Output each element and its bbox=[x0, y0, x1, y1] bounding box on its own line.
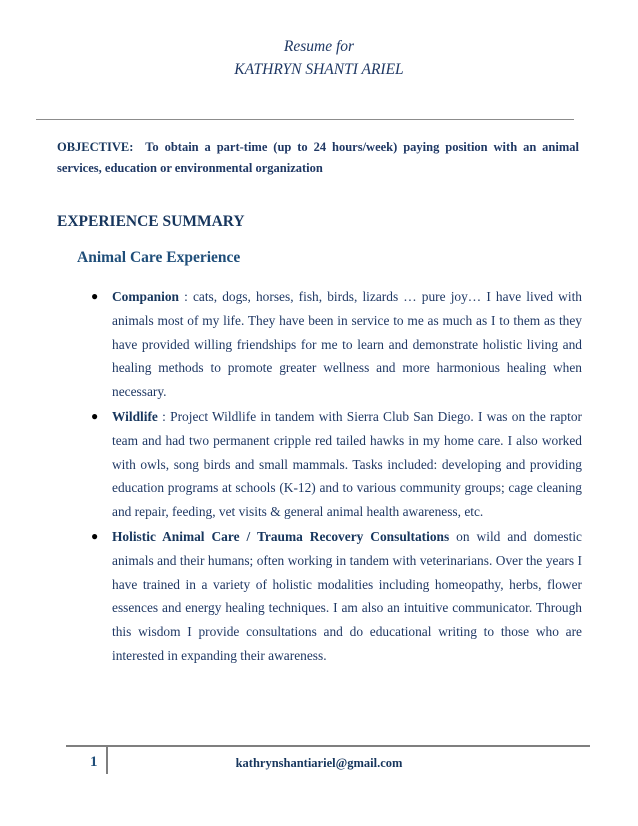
item-text: : Project Wildlife in tandem with Sierra Club San Diego. I was on the raptor team and had two permanent cripple red tailed hawks in my home care. I also worked with owls, song birds and small mammals. Tasks included: developing and providing education programs at schools (K-12) and to various community groups; cage cleaning and repair, feeding, vet visits & general animal health awareness, etc. bbox=[112, 408, 582, 520]
bullet-icon: ● bbox=[91, 289, 99, 303]
experience-list bbox=[91, 285, 582, 669]
item-text: on wild and domestic animals and their humans; often working in tandem with veterinarians. Over the years I have trained in a variety of holistic modalities including homeopathy, herbs, flower essences and energy healing techniques. I am also an intuitive communicator. Through this wisdom I provide consultations and do educational writing to those who are interested in expanding their awareness. bbox=[112, 528, 582, 663]
objective-text: To obtain a part-time (up to 24 hours/week) paying position with an animal services, education or environmental organization bbox=[57, 140, 579, 175]
list-item bbox=[91, 525, 582, 668]
item-text: : cats, dogs, horses, fish, birds, lizards … pure joy… I have lived with animals most of my life. They have been in service to me as much as I to them as they have provided willing friendships for me to learn and demonstrate holistic living and healing methods to promote greater wellness and more harmonious healing when necessary. bbox=[112, 289, 582, 400]
footer-email: kathrynshantiariel@gmail.com bbox=[235, 756, 403, 770]
list-item bbox=[91, 405, 582, 524]
footer-divider bbox=[66, 745, 590, 747]
resume-header-label: Resume for bbox=[283, 38, 355, 55]
item-term: Wildlife bbox=[112, 408, 158, 424]
objective-label: OBJECTIVE: bbox=[57, 140, 134, 154]
bullet-icon: ● bbox=[91, 408, 99, 423]
item-term: Companion bbox=[112, 289, 179, 304]
experience-heading: EXPERIENCE SUMMARY bbox=[57, 213, 245, 230]
item-term: Holistic Animal Care / Trauma Recovery Consultations bbox=[112, 528, 450, 544]
bullet-icon: ● bbox=[91, 528, 99, 543]
animal-care-subheading: Animal Care Experience bbox=[77, 249, 241, 266]
page-number: 1 bbox=[90, 754, 98, 770]
header-divider bbox=[36, 119, 574, 120]
list-item bbox=[91, 285, 582, 404]
objective-section bbox=[57, 137, 579, 179]
resume-header-name: KATHRYN SHANTI ARIEL bbox=[234, 61, 404, 78]
